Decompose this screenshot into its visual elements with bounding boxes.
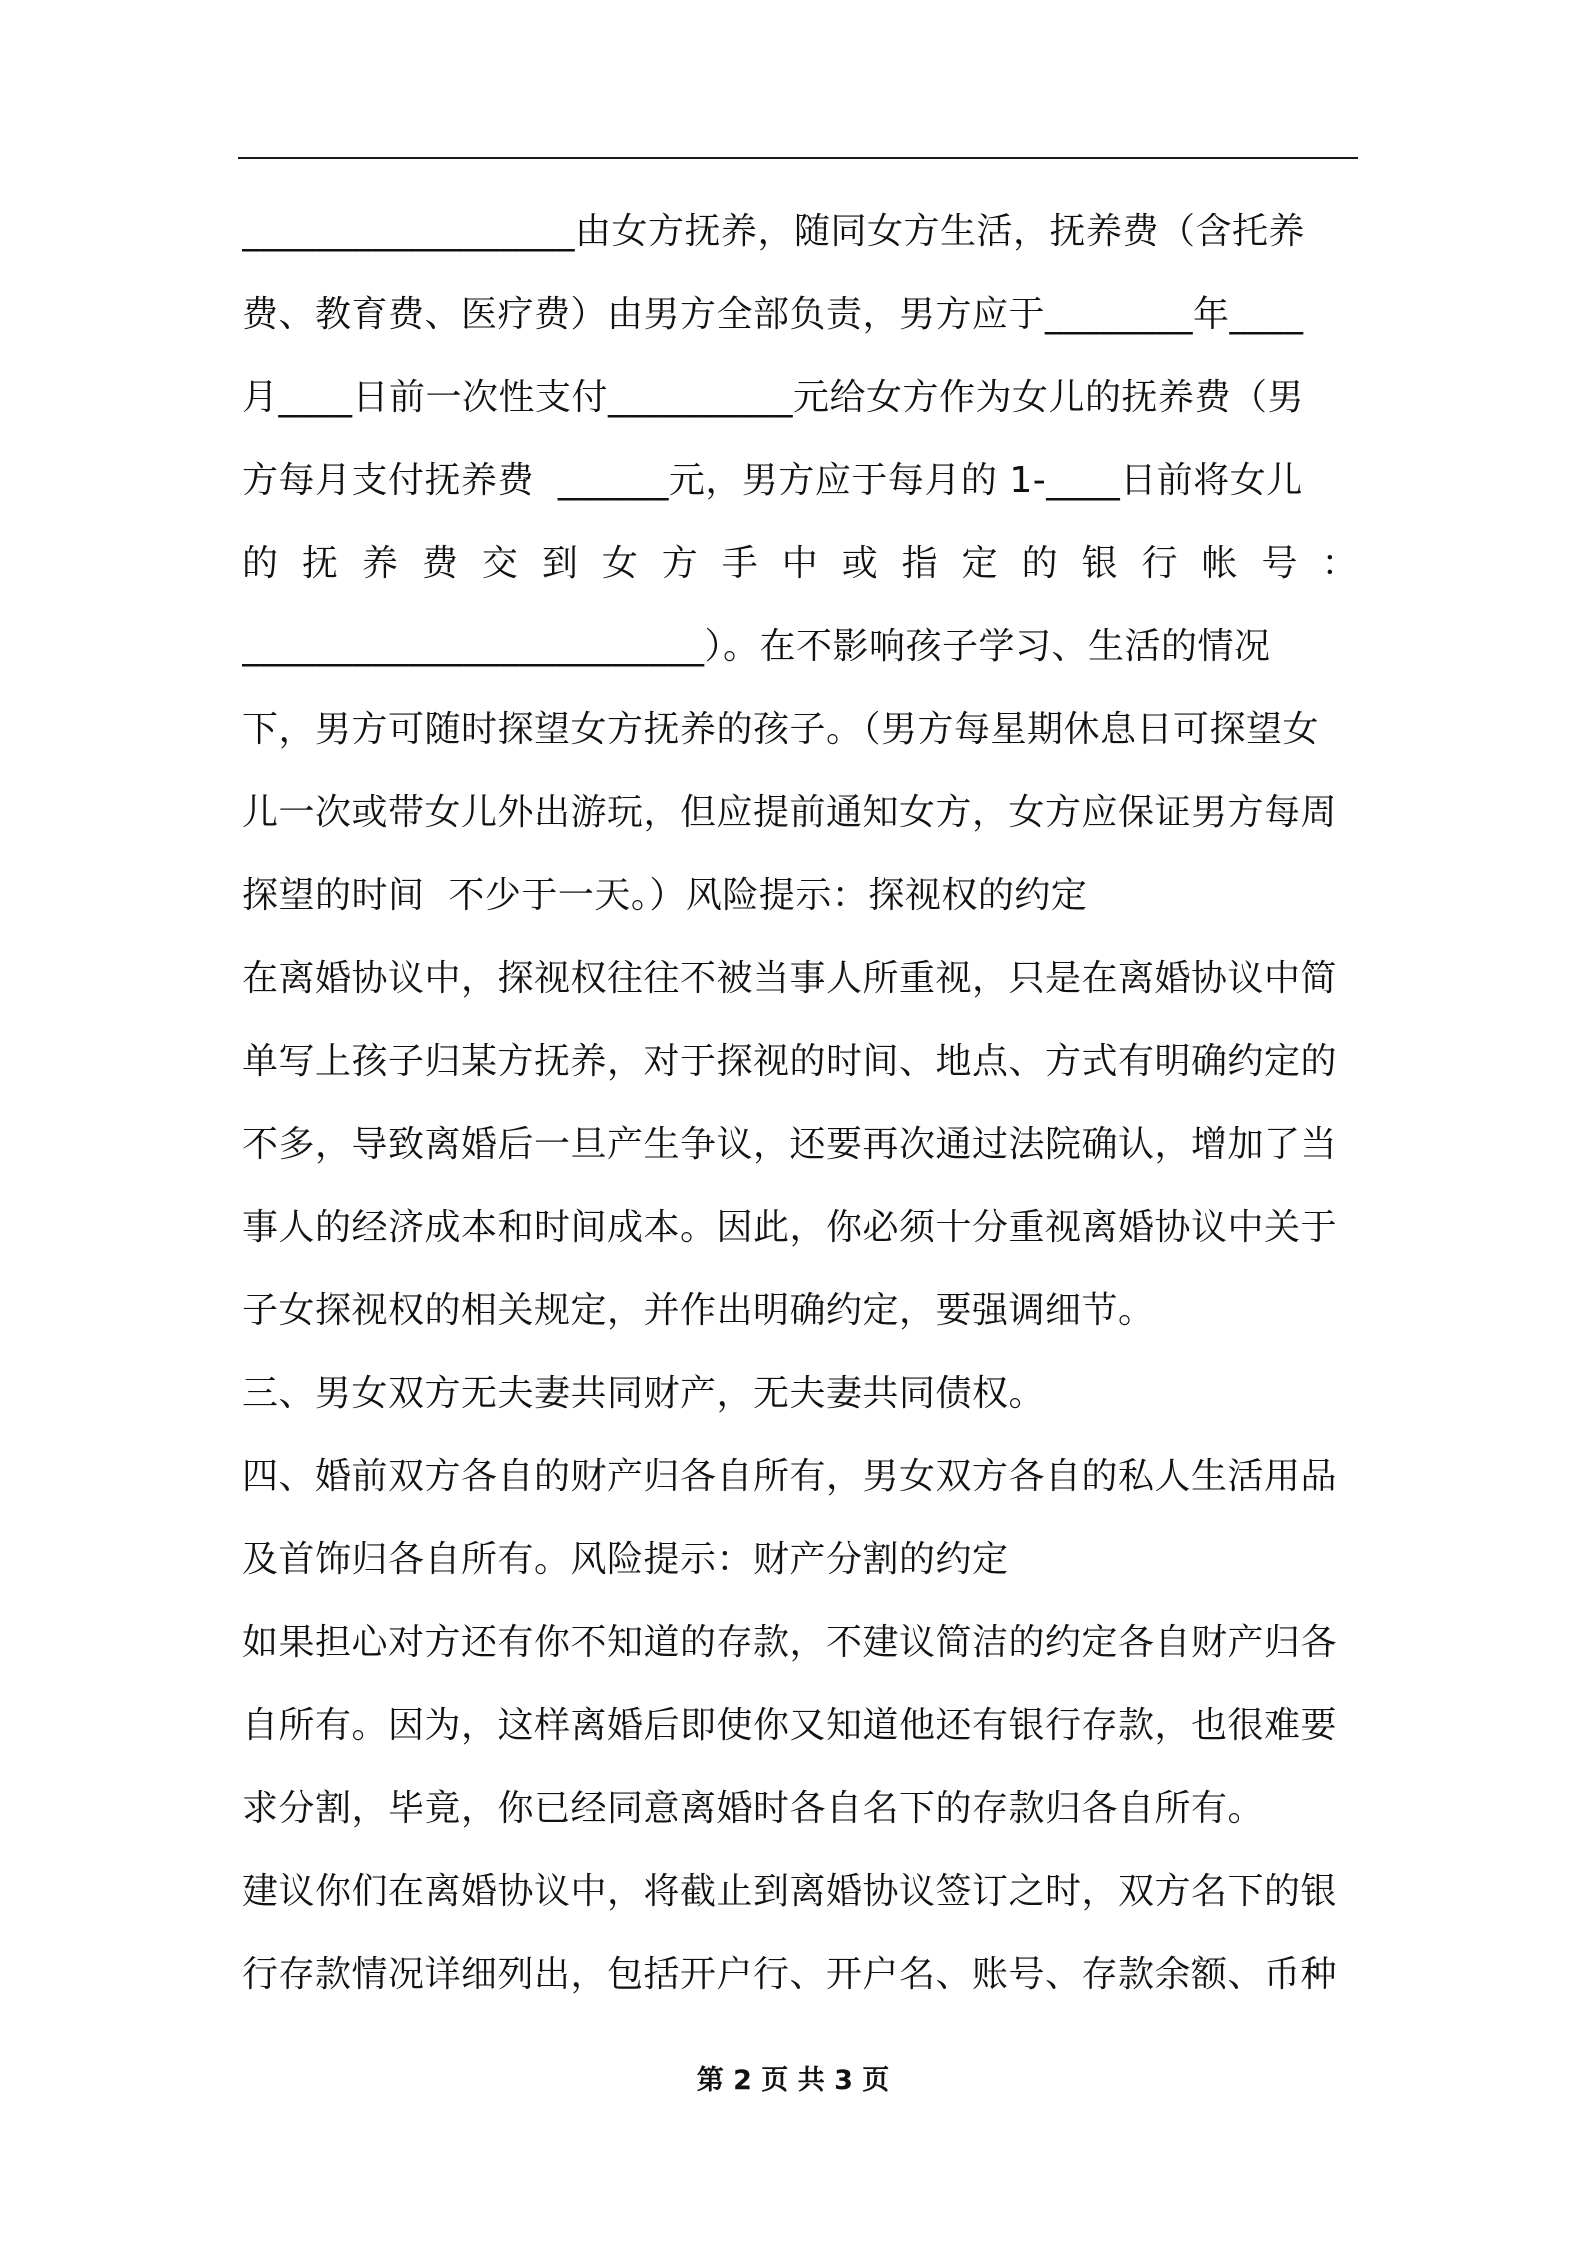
text-char: 帐 <box>1201 543 1239 584</box>
text-line: 下，男方可随时探望女方抚养的孩子。（男方每星期休息日可探望女 <box>242 709 1320 750</box>
text-line: 方每月支付抚养费 ______元，男方应于每月的 1-____日前将女儿 <box>242 460 1303 501</box>
text-line: 建议你们在离婚协议中，将截止到离婚协议签订之时，双方名下的银 <box>242 1871 1338 1912</box>
text-char: 中 <box>781 543 819 584</box>
text-char: 行 <box>1141 543 1179 584</box>
header-rule <box>238 157 1358 159</box>
text-char: 的 <box>242 543 279 584</box>
text-char: 手 <box>721 543 759 584</box>
text-line: 三、男女双方无夫妻共同财产，无夫妻共同债权。 <box>242 1373 1046 1414</box>
document-body <box>242 190 1358 2016</box>
text-line: 自所有。因为，这样离婚后即使你又知道他还有银行存款，也很难要 <box>242 1705 1338 1746</box>
text-line: 不多，导致离婚后一旦产生争议，还要再次通过法院确认，增加了当 <box>242 1124 1338 1165</box>
text-line: _________________________）。在不影响孩子学习、生活的情况 <box>242 626 1271 667</box>
text-char: 指 <box>901 543 939 584</box>
text-char: 定 <box>961 543 999 584</box>
text-line: 探望的时间 不少于一天。）风险提示：探视权的约定 <box>242 875 1088 916</box>
text-line: 及首饰归各自所有。风险提示：财产分割的约定 <box>242 1539 1009 1580</box>
text-char: 到 <box>541 543 579 584</box>
text-line: 如果担心对方还有你不知道的存款，不建议简洁的约定各自财产归各 <box>242 1622 1338 1663</box>
text-line-spaced <box>242 522 1358 605</box>
page-number-footer: 第 2 页 共 3 页 <box>696 2065 890 2096</box>
text-char: ： <box>1321 543 1358 584</box>
text-line: 在离婚协议中，探视权往往不被当事人所重视，只是在离婚协议中简 <box>242 958 1338 999</box>
text-line: 儿一次或带女儿外出游玩，但应提前通知女方，女方应保证男方每周 <box>242 792 1338 833</box>
text-char: 交 <box>481 543 519 584</box>
text-line: __________________由女方抚养，随同女方生活，抚养费（含托养 <box>242 211 1306 252</box>
text-line: 单写上孩子归某方抚养，对于探视的时间、地点、方式有明确约定的 <box>242 1041 1338 1082</box>
text-line: 子女探视权的相关规定，并作出明确约定，要强调细节。 <box>242 1290 1155 1331</box>
text-char: 女 <box>601 543 639 584</box>
text-line: 求分割，毕竟，你已经同意离婚时各自名下的存款归各自所有。 <box>242 1788 1265 1829</box>
text-char: 抚 <box>301 543 339 584</box>
text-line: 行存款情况详细列出，包括开户行、开户名、账号、存款余额、币种 <box>242 1954 1338 1995</box>
text-line: 事人的经济成本和时间成本。因此，你必须十分重视离婚协议中关于 <box>242 1207 1338 1248</box>
text-char: 号 <box>1261 543 1298 584</box>
text-char: 养 <box>361 543 399 584</box>
text-char: 银 <box>1081 543 1119 584</box>
text-line: 四、婚前双方各自的财产归各自所有，男女双方各自的私人生活用品 <box>242 1456 1338 1497</box>
text-line: 月____日前一次性支付__________元给女方作为女儿的抚养费（男 <box>242 377 1305 418</box>
text-line: 费、教育费、医疗费）由男方全部负责，男方应于________年____ <box>242 294 1304 335</box>
text-char: 的 <box>1021 543 1059 584</box>
text-char: 费 <box>421 543 459 584</box>
text-char: 或 <box>841 543 879 584</box>
text-char: 方 <box>661 543 699 584</box>
